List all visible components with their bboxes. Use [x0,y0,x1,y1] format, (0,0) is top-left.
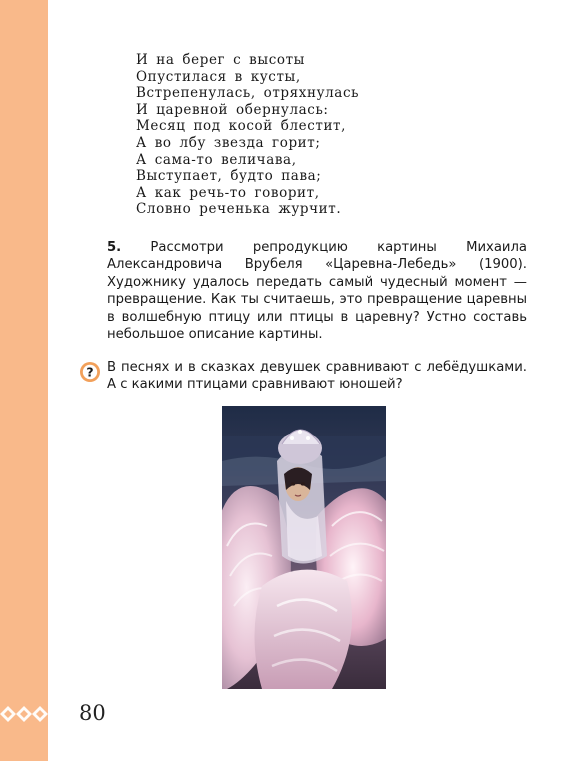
svg-text:?: ? [86,364,94,380]
task-5 [107,239,527,343]
poem-line: И царевной обернулась: [136,101,329,118]
poem-line: Опустилася в кусты, [136,68,301,85]
page-number: 80 [79,701,106,725]
poem-line: А как речь-то говорит, [136,184,320,201]
question-icon [79,361,101,383]
diamond-ornament-icon [0,703,48,725]
poem-line: И на берег с высоты [136,52,306,68]
question-text: В песнях и в сказках девушек сравнивают с лебёдушками. А с какими птицами сравнивают юношей? [107,360,527,393]
poem-line: Выступает, будто пава; [136,168,322,185]
task-text: Рассмотри репродукцию картины Михаила Александровича Врубеля «Царевна-Лебедь» (1900). Художнику удалось передать самый чудесный момент — превращение. Как ты считаешь, это превращение царевны в волшебную птицу или птицы в царевну? Устно составь небольшое описание картины. [107,240,527,343]
poem-line: А во лбу звезда горит; [136,134,321,151]
poem-line: А сама-то величава, [136,151,297,168]
margin-band [0,0,48,761]
task-number: 5. [107,240,122,255]
poem-line: Встрепенулась, отряхнулась [136,85,360,102]
poem [136,52,359,218]
poem-line: Месяц под косой блестит, [136,118,347,135]
poem-line: Словно реченька журчит. [136,201,342,218]
painting-image [222,406,386,689]
